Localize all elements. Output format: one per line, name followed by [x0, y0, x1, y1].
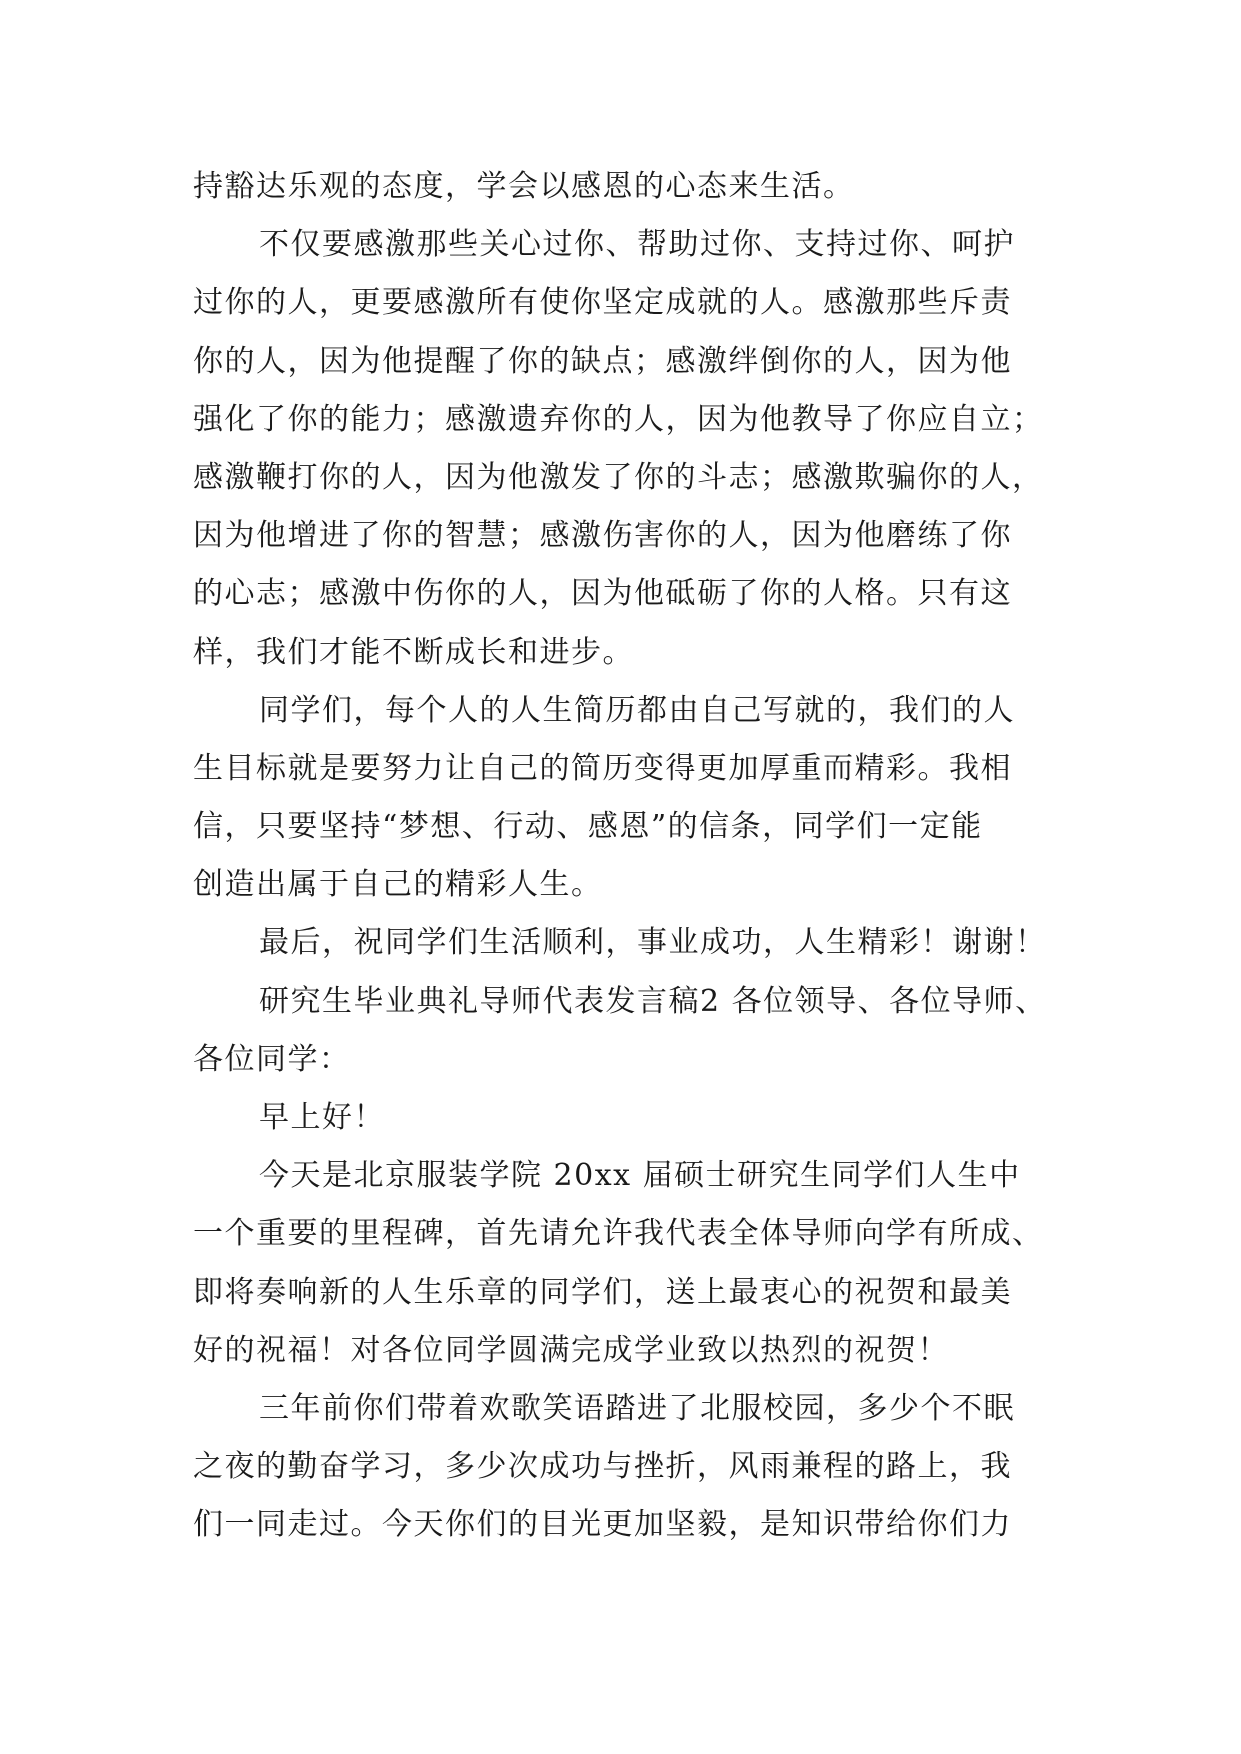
- text-line: 的心志；感激中伤你的人，因为他砥砺了你的人格。只有这: [193, 576, 1012, 612]
- text-line: 即将奏响新的人生乐章的同学们，送上最衷心的祝贺和最美: [193, 1274, 1012, 1310]
- text-line: 持豁达乐观的态度，学会以感恩的心态来生活。: [193, 169, 855, 204]
- text-line: 因为他增进了你的智慧；感激伤害你的人，因为他磨练了你: [193, 518, 1012, 554]
- text-line: 各位同学：: [193, 1041, 351, 1077]
- text-line: 研究生毕业典礼导师代表发言稿2 各位领导、各位导师、: [259, 983, 1047, 1019]
- text-line: 信，只要坚持“梦想、行动、感恩”的信条，同学们一定能: [193, 809, 983, 845]
- text-line: 感激鞭打你的人，因为他激发了你的斗志；感激欺骗你的人，: [193, 459, 1044, 495]
- text-line: 同学们，每个人的人生简历都由自己写就的，我们的人: [259, 692, 1015, 728]
- text-line: 们一同走过。今天你们的目光更加坚毅，是知识带给你们力: [193, 1507, 1012, 1543]
- text-line: 样，我们才能不断成长和进步。: [193, 634, 634, 670]
- text-line: 今天是北京服装学院 20xx 届硕士研究生同学们人生中: [259, 1158, 1021, 1194]
- text-line: 最后，祝同学们生活顺利，事业成功，人生精彩！谢谢！: [259, 925, 1047, 961]
- text-line: 早上好！: [259, 1100, 385, 1135]
- text-line: 你的人，因为他提醒了你的缺点；感激绊倒你的人，因为他: [193, 343, 1012, 379]
- text-line: 生目标就是要努力让自己的简历变得更加厚重而精彩。我相: [193, 750, 1012, 786]
- text-line: 不仅要感激那些关心过你、帮助过你、支持过你、呵护: [259, 227, 1015, 263]
- text-line: 过你的人，更要感激所有使你坚定成就的人。感激那些斥责: [193, 285, 1012, 321]
- text-line: 之夜的勤奋学习，多少次成功与挫折，风雨兼程的路上，我: [193, 1449, 1012, 1485]
- text-line: 强化了你的能力；感激遗弃你的人，因为他教导了你应自立；: [193, 401, 1044, 437]
- text-line: 创造出属于自己的精彩人生。: [193, 867, 603, 903]
- document-body: [193, 158, 1053, 1555]
- text-line: 三年前你们带着欢歌笑语踏进了北服校园，多少个不眠: [259, 1390, 1015, 1426]
- text-line: 好的祝福！对各位同学圆满完成学业致以热烈的祝贺！: [193, 1332, 949, 1368]
- text-line: 一个重要的里程碑，首先请允许我代表全体导师向学有所成、: [193, 1216, 1044, 1252]
